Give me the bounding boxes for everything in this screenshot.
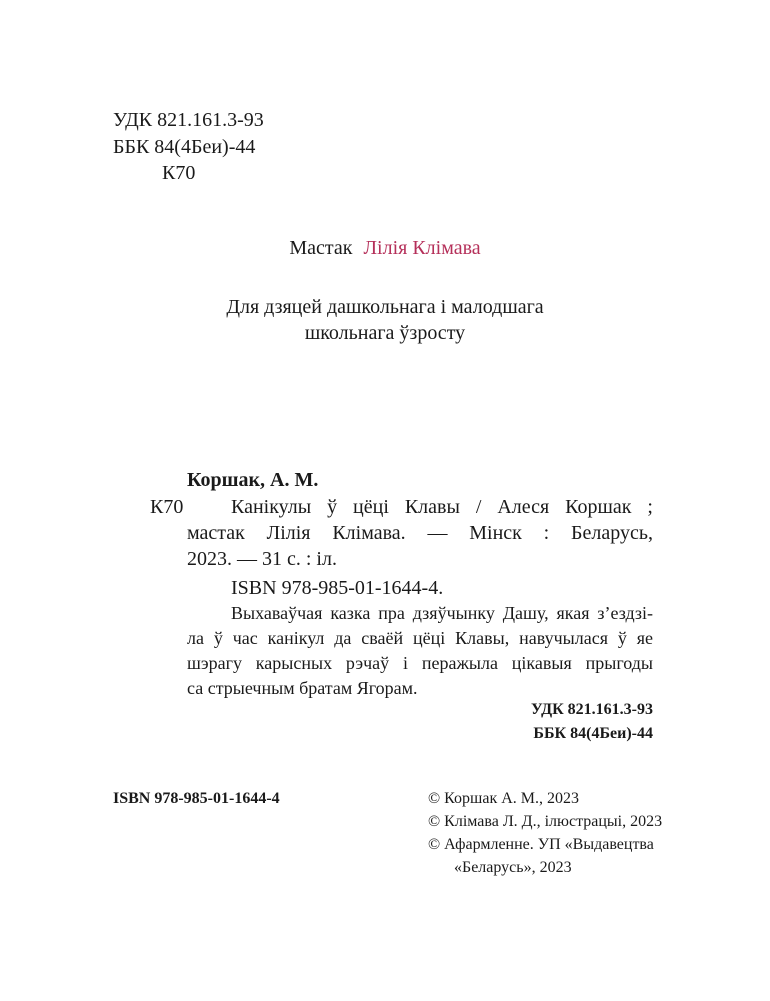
copyright-author: © Коршак А. М., 2023 — [428, 790, 580, 807]
record-line-3: 2023. — 31 с. : іл. — [187, 548, 337, 570]
illustrator-name: Лілія Клімава — [363, 237, 481, 259]
copyright-design-cont: «Беларусь», 2023 — [454, 859, 572, 876]
record-line-2: мастак Лілія Клімава. — Мінск : Беларусь, — [187, 522, 653, 544]
audience-line-1: Для дзяцей дашкольнага і малодшага — [226, 296, 544, 318]
record-line-1: Канікулы ў цёці Клавы / Алеся Коршак ; — [231, 496, 653, 518]
record-isbn: ISBN 978-985-01-1644-4. — [231, 577, 444, 599]
record-udk: УДК 821.161.3-93 — [530, 701, 653, 718]
copyright-illustrator: © Клімава Л. Д., ілюстрацыі, 2023 — [428, 813, 663, 830]
annotation-line-1: Выхаваўчая казка пра дзяўчынку Дашу, якая з’ездзі- — [231, 603, 653, 623]
author-mark: К70 — [162, 162, 196, 184]
bbk-code: ББК 84(4Беи)-44 — [113, 136, 256, 158]
audience-line-2: школьнага ўзросту — [304, 322, 466, 344]
annotation-line-4: са стрыечным братам Ягорам. — [187, 678, 418, 698]
annotation-line-3: шэрагу карысных рэчаў і перажыла цікавыя прыгоды — [187, 653, 653, 673]
record-mark: К70 — [150, 496, 184, 518]
udk-code: УДК 821.161.3-93 — [113, 109, 264, 131]
illustrator-line — [0, 238, 770, 258]
record-heading: Коршак, А. М. — [187, 469, 319, 491]
record-bbk: ББК 84(4Беи)-44 — [533, 725, 653, 742]
copyright-design: © Афармленне. УП «Выдавецтва — [428, 836, 654, 853]
footer-isbn: ISBN 978-985-01-1644-4 — [113, 790, 280, 807]
annotation-line-2: ла ў час канікул да сваёй цёці Клавы, навучылася ў яе — [187, 628, 653, 648]
illustrator-label: Мастак — [289, 237, 353, 259]
